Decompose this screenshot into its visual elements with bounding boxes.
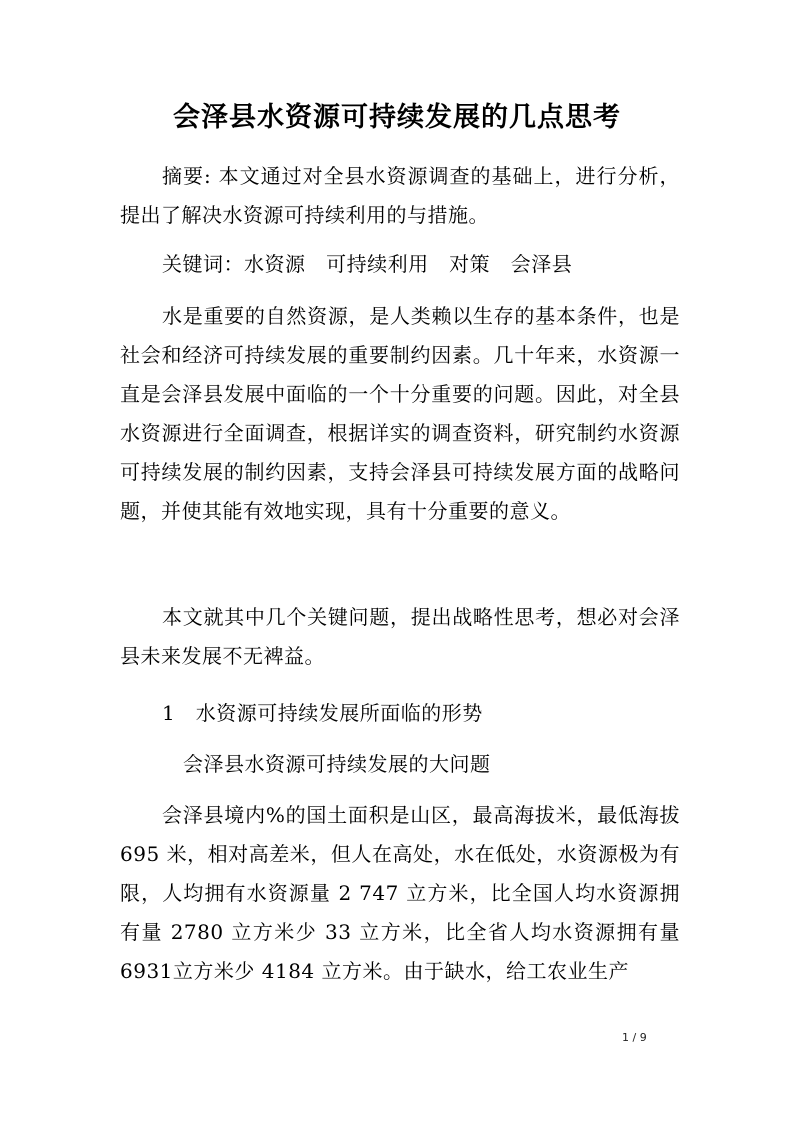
subsection-heading: 会泽县水资源可持续发展的大问题 bbox=[183, 752, 491, 776]
document-title: 会泽县水资源可持续发展的几点思考 bbox=[173, 102, 621, 133]
body-paragraph-3: 会泽县境内%的国土面积是山区，最高海拔米，最低海拔 695 米，相对高差米，但人在高处，水在低处，水资源极为有限，人均拥有水资源量 2 747 立方米，比全国人均水资源拥有量 2780 立方米少 33 立方米，比全省人均水资源拥有量 6931立方米少 4184 立方米。由于缺水，给工农业生产 bbox=[120, 803, 680, 983]
keywords-line: 关键词：水资源 可持续利用 对策 会泽县 bbox=[162, 252, 573, 276]
abstract-paragraph: 摘要: 本文通过对全县水资源调查的基础上，进行分析，提出了解决水资源可持续利用的与措施。 bbox=[120, 164, 680, 227]
body-paragraph-2: 本文就其中几个关键问题，提出战略性思考，想必对会泽县未来发展不无裨益。 bbox=[120, 605, 680, 668]
section-1-heading: 1 水资源可持续发展所面临的形势 bbox=[162, 701, 483, 725]
page-number: 1 / 9 bbox=[622, 1031, 647, 1044]
body-paragraph-1: 水是重要的自然资源，是人类赖以生存的基本条件，也是社会和经济可持续发展的重要制约因素。几十年来，水资源一直是会泽县发展中面临的一个十分重要的问题。因此，对全县水资源进行全面调查，根据详实的调查资料，研究制约水资源可持续发展的制约因素，支持会泽县可持续发展方面的战略问题，并使其能有效地实现，具有十分重要的意义。 bbox=[120, 304, 680, 523]
